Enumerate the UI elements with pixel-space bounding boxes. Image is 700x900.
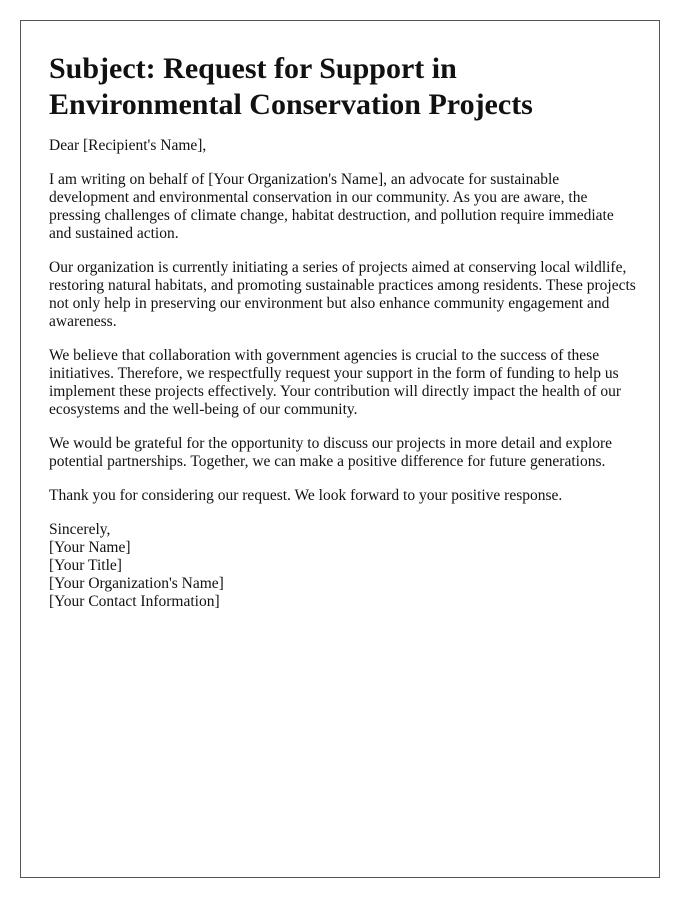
letter-greeting: Dear [Recipient's Name], xyxy=(49,137,207,154)
signature-title: [Your Title] xyxy=(49,557,122,574)
signature-name: [Your Name] xyxy=(49,539,131,556)
letter-content xyxy=(49,51,639,611)
letter-paragraph-request: We believe that collaboration with government agencies is crucial to the success of these initiatives. Therefore, we respectfully request your support in the form of funding to help us implement these projects effectively. Your contribution will directly impact the health of our ecosystems and the well-being of our community. xyxy=(49,347,622,418)
signature-block xyxy=(49,521,639,611)
letter-paragraph-projects: Our organization is currently initiating a series of projects aimed at conserving local wildlife, restoring natural habitats, and promoting sustainable practices among residents. These projects not only help in preserving our environment but also enhance community engagement and awareness. xyxy=(49,259,636,330)
signature-contact: [Your Contact Information] xyxy=(49,593,220,610)
letter-paragraph-intro: I am writing on behalf of [Your Organization's Name], an advocate for sustainable development and environmental conservation in our community. As you are aware, the pressing challenges of climate change, habitat destruction, and pollution require immediate and sustained action. xyxy=(49,171,614,242)
letter-closing: Sincerely, xyxy=(49,521,111,538)
letter-paragraph-thanks: Thank you for considering our request. We look forward to your positive response. xyxy=(49,487,563,504)
signature-organization: [Your Organization's Name] xyxy=(49,575,224,592)
letter-subject: Subject: Request for Support in Environmental Conservation Projects xyxy=(49,52,533,121)
letter-paragraph-discussion: We would be grateful for the opportunity to discuss our projects in more detail and explore potential partnerships. Together, we can make a positive difference for future generations. xyxy=(49,435,613,470)
letter-frame xyxy=(20,20,660,878)
